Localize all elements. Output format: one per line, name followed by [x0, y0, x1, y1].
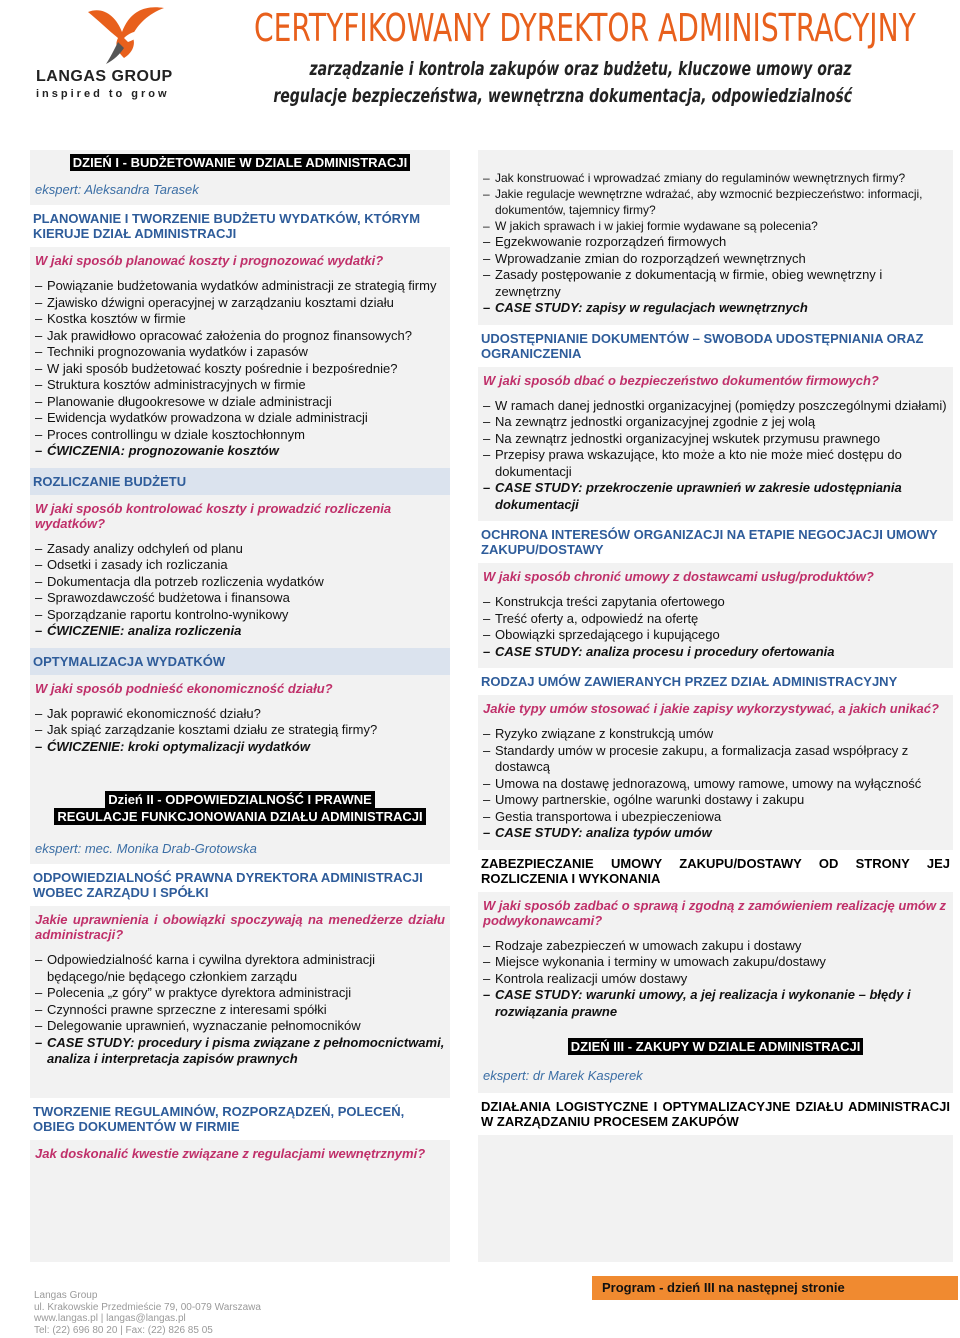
topic-list — [483, 594, 948, 660]
case-study-item: – CASE STUDY: analiza procesu i procedury ofertowania — [483, 644, 948, 661]
list-item: – Umowa na dostawę jednorazową, umowy ramowe, umowy na wyłączność — [483, 776, 948, 793]
list-item: – Ewidencja wydatków prowadzona w dziale administracji — [35, 410, 445, 427]
section-heading-contract-types: RODZAJ UMÓW ZAWIERANYCH PRZEZ DZIAŁ ADMINISTRACYJNY — [478, 668, 953, 695]
expert-day-2: ekspert: mec. Monika Drab-Grotowska — [35, 841, 257, 856]
day-3-title: DZIEŃ III - ZAKUPY W DZIALE ADMINISTRACJI — [568, 1038, 864, 1055]
list-item: – Jak spiąć zarządzanie kosztami działu ze strategią firmy? — [35, 722, 445, 739]
exercise-item: – ĆWICZENIA: prognozowanie kosztów — [35, 443, 445, 460]
footer-web: www.langas.pl | langas@langas.pl — [34, 1313, 186, 1324]
logo-tagline: inspired to grow — [36, 88, 170, 100]
list-item: – Jak konstruować i wprowadzać zmiany do regulaminów wewnętrznych firmy? — [483, 170, 948, 186]
section-question: W jaki sposób chronić umowy z dostawcami usług/produktów? — [483, 569, 874, 584]
section-question: Jakie uprawnienia i obowiązki spoczywają na menedżerze działu administracji? — [35, 912, 445, 942]
right-column — [478, 150, 953, 1262]
list-item: – Umowy partnerskie, ogólne warunki dostawy i zakupu — [483, 792, 948, 809]
list-item: – Odpowiedzialność karna i cywilna dyrektora administracji będącego/nie będącego członkiem zarządu — [35, 952, 445, 985]
case-study-item: – CASE STUDY: przekroczenie uprawnień w zakresie udostępniania dokumentacji — [483, 480, 948, 513]
list-item: – Jakie regulacje wewnętrzne wdrażać, aby wzmocnić bezpieczeństwo: informacji, dokumentów, tajemnicy firmy? — [483, 186, 948, 218]
list-item: – Sprawozdawczość budżetowa i finansowa — [35, 590, 445, 607]
list-item: – Miejsce wykonania i terminy w umowach zakupu/dostawy — [483, 954, 948, 971]
list-item: – Wprowadzanie zmian do rozporządzeń wewnętrznych — [483, 251, 948, 268]
section-heading-interest-protection: OCHRONA INTERESÓW ORGANIZACJI NA ETAPIE NEGOCJACJI UMOWY ZAKUPU/DOSTAWY — [478, 521, 953, 563]
topic-list — [35, 952, 445, 1068]
list-item: – Sporządzanie raportu kontrolno-wynikowy — [35, 607, 445, 624]
case-study-item: – CASE STUDY: warunki umowy, a jej realizacja i wykonanie – błędy i rozwiązania prawne — [483, 987, 948, 1020]
section-question: W jaki sposób zadbać o sprawą i zgodną z zamówieniem realizację umów z podwykonawcami? — [483, 897, 947, 928]
list-item: – Polecenia „z góry” w praktyce dyrektora administracji — [35, 985, 445, 1002]
footer-contact — [34, 1290, 261, 1336]
exercise-item: – ĆWICZENIE: kroki optymalizacji wydatków — [35, 739, 445, 756]
case-study-item: – CASE STUDY: zapisy w regulacjach wewnętrznych — [483, 300, 948, 317]
bird-logo-icon — [78, 2, 168, 68]
section-heading-legal-responsibility: ODPOWIEDZIALNOŚĆ PRAWNA DYREKTORA ADMINISTRACJI WOBEC ZARZĄDU I SPÓŁKI — [30, 864, 450, 906]
list-item: – Zjawisko dźwigni operacyjnej w zarządzaniu kosztami działu — [35, 295, 445, 312]
list-item: – Kontrola realizacji umów dostawy — [483, 971, 948, 988]
case-study-item: – CASE STUDY: analiza typów umów — [483, 825, 948, 842]
section-question: W jaki sposób podnieść ekonomiczność działu? — [35, 680, 333, 696]
footer-phone: Tel: (22) 696 80 20 | Fax: (22) 826 85 05 — [34, 1324, 213, 1336]
list-item: – Egzekwowanie rozporządzeń firmowych — [483, 234, 948, 251]
exercise-item: – ĆWICZENIE: analiza rozliczenia — [35, 623, 445, 640]
list-item: – Rodzaje zabezpieczeń w umowach zakupu i dostawy — [483, 938, 948, 955]
program-next-page-banner: Program - dzień III na następnej stronie — [592, 1276, 958, 1300]
section-question: W jaki sposób dbać o bezpieczeństwo dokumentów firmowych? — [483, 372, 879, 388]
list-item: – Ryzyko związane z konstrukcją umów — [483, 726, 948, 743]
list-item: – Konstrukcja treści zapytania ofertowego — [483, 594, 948, 611]
topic-list — [483, 170, 948, 234]
list-item: – Dokumentacja dla potrzeb rozliczenia wydatków — [35, 574, 445, 591]
list-item: – Planowanie długookresowe w dziale administracji — [35, 394, 445, 411]
list-item: – Kostka kosztów w firmie — [35, 311, 445, 328]
list-item: – Jak prawidłowo opracować założenia do prognoz finansowych? — [35, 328, 445, 345]
list-item: – Delegowanie uprawnień, wyznaczanie pełnomocników — [35, 1018, 445, 1035]
section-question: W jaki sposób planować koszty i prognozować wydatki? — [35, 253, 384, 268]
list-item: – Zasady analizy odchyleń od planu — [35, 541, 445, 558]
logo-company-name: LANGAS GROUP — [36, 68, 173, 85]
section-question: Jak doskonalić kwestie związane z regulacjami wewnętrznymi? — [35, 1145, 426, 1161]
list-item: – Treść oferty a, odpowiedź na ofertę — [483, 611, 948, 628]
list-item: – Gestia transportowa i ubezpieczeniowa — [483, 809, 948, 826]
day-2-title-line-1: Dzień II - ODPOWIEDZIALNOŚĆ I PRAWNE — [105, 791, 375, 808]
topic-list — [483, 398, 948, 514]
topic-list — [35, 706, 445, 756]
subtitle-line-2: regulacje bezpieczeństwa, wewnętrzna dokumentacja, odpowiedzialność — [273, 85, 852, 107]
section-heading-budget-planning: PLANOWANIE I TWORZENIE BUDŻETU WYDATKÓW, KTÓRYM KIERUJE DZIAŁ ADMINISTRACJI — [30, 205, 450, 247]
expert-day-3: ekspert: dr Marek Kasperek — [483, 1068, 643, 1083]
section-question: W jaki sposób kontrolować koszty i prowadzić rozliczenia wydatków? — [35, 500, 392, 531]
list-item: – Zasady postępowanie z dokumentacją w firmie, obieg wewnętrzny i zewnętrzny — [483, 267, 948, 300]
section-heading-document-sharing: UDOSTĘPNIANIE DOKUMENTÓW – SWOBODA UDOSTĘPNIANIA ORAZ OGRANICZENIA — [478, 325, 953, 367]
list-item: – W jakich sprawach i w jakiej formie wydawane są polecenia? — [483, 218, 948, 234]
section-question: Jakie typy umów stosować i jakie zapisy wykorzystywać, a jakich unikać? — [483, 701, 939, 716]
list-item: – Struktura kosztów administracyjnych w firmie — [35, 377, 445, 394]
footer-address: ul. Krakowskie Przedmieście 79, 00-079 Warszawa — [34, 1301, 261, 1313]
topic-list — [483, 234, 948, 317]
list-item: – W jaki sposób budżetować koszty pośrednie i bezpośrednie? — [35, 361, 445, 378]
day-2-title-line-2: REGULACJE FUNKCJONOWANIA DZIAŁU ADMINISTRACJI — [54, 808, 425, 825]
section-heading-logistics: DZIAŁANIA LOGISTYCZNE I OPTYMALIZACYJNE DZIAŁU ADMINISTRACJI W ZARZĄDZANIU PROCESEM ZAKUPÓW — [478, 1093, 953, 1135]
list-item: – Na zewnątrz jednostki organizacyjnej wskutek przymusu prawnego — [483, 431, 948, 448]
list-item: – Czynności prawne sprzeczne z interesami spółki — [35, 1002, 445, 1019]
topic-list — [483, 938, 948, 1021]
day-1-title: DZIEŃ I - BUDŻETOWANIE W DZIALE ADMINISTRACJI — [70, 154, 410, 171]
company-logo — [30, 2, 185, 102]
list-item: – Na zewnątrz jednostki organizacyjnej zgodnie z jej wolą — [483, 414, 948, 431]
case-study-item: – CASE STUDY: procedury i pisma związane z pełnomocnictwami, analiza i interpretacja zapisów prawnych — [35, 1035, 445, 1068]
list-item: – Jak poprawić ekonomiczność działu? — [35, 706, 445, 723]
list-item: – Proces controllingu w dziale kosztochłonnym — [35, 427, 445, 444]
section-heading-contract-security: ZABEZPIECZANIE UMOWY ZAKUPU/DOSTAWY OD STRONY JEJ ROZLICZENIA I WYKONANIA — [478, 850, 953, 892]
footer-company: Langas Group — [34, 1290, 98, 1301]
section-heading-regulations: TWORZENIE REGULAMINÓW, ROZPORZĄDZEŃ, POLECEŃ, OBIEG DOKUMENTÓW W FIRMIE — [30, 1098, 450, 1140]
list-item: – Powiązanie budżetowania wydatków administracji ze strategią firmy — [35, 278, 445, 295]
list-item: – Obowiązki sprzedającego i kupującego — [483, 627, 948, 644]
left-column — [30, 150, 450, 1262]
section-heading-expense-optimization: OPTYMALIZACJA WYDATKÓW — [30, 648, 450, 675]
list-item: – Techniki prognozowania wydatków i zapasów — [35, 344, 445, 361]
topic-list — [35, 541, 445, 640]
expert-day-1: ekspert: Aleksandra Tarasek — [35, 182, 199, 197]
topic-list — [483, 726, 948, 842]
topic-list — [35, 278, 445, 460]
list-item: – Odsetki i zasady ich rozliczania — [35, 557, 445, 574]
page-title: CERTYFIKOWANY DYREKTOR ADMINISTRACYJNY — [254, 6, 916, 50]
list-item: – Standardy umów w procesie zakupu, a formalizacja zasad współpracy z dostawcą — [483, 743, 948, 776]
list-item: – Przepisy prawa wskazujące, kto może a kto nie może mieć dostępu do dokumentacji — [483, 447, 948, 480]
list-item: – W ramach danej jednostki organizacyjnej (pomiędzy poszczególnymi działami) — [483, 398, 948, 415]
subtitle-line-1: zarządzanie i kontrola zakupów oraz budżetu, kluczowe umowy oraz — [309, 58, 852, 80]
section-heading-budget-settlement: ROZLICZANIE BUDŻETU — [30, 468, 450, 495]
